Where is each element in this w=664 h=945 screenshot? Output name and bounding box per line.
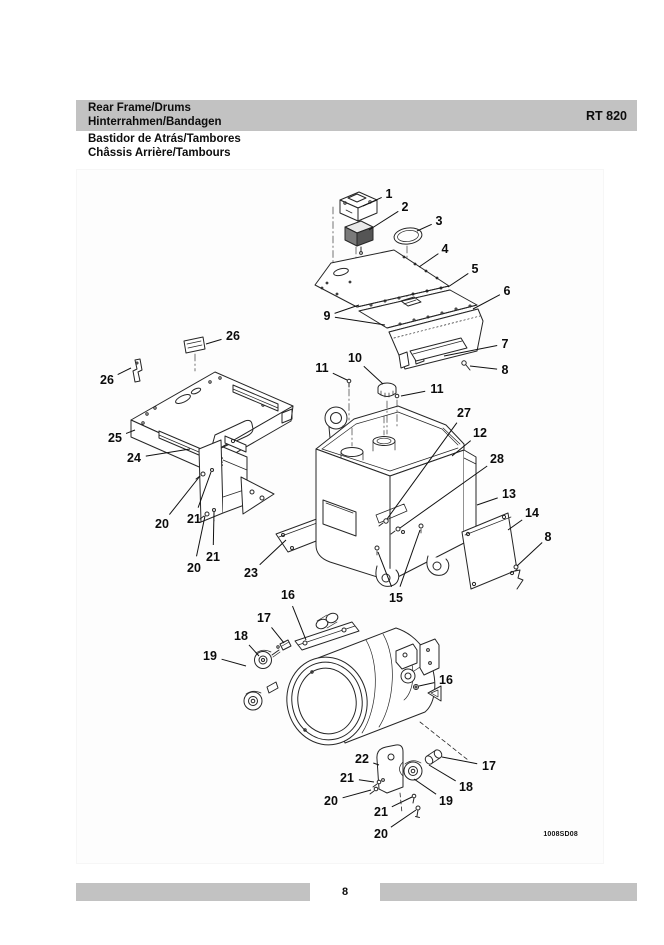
callout-leader-16 — [293, 606, 307, 640]
callout-leader-5 — [448, 273, 468, 287]
callout-label-21: 21 — [187, 512, 201, 526]
callout-leader-3 — [417, 224, 432, 231]
title-english: Rear Frame/Drums — [88, 102, 191, 114]
callout-label-11: 11 — [430, 382, 444, 396]
callout-label-16: 16 — [281, 588, 295, 602]
callout-leader-18 — [429, 765, 456, 781]
drawing-number: 1008SD08 — [543, 831, 578, 838]
callout-leader-20 — [391, 810, 416, 827]
callout-leader-11 — [333, 373, 347, 380]
callout-label-26: 26 — [226, 329, 240, 343]
callout-leader-10 — [364, 366, 383, 384]
callout-leader-13 — [477, 498, 498, 505]
callout-label-3: 3 — [435, 214, 443, 228]
callout-label-18: 18 — [234, 629, 248, 643]
callout-leader-4 — [419, 254, 438, 267]
callout-label-10: 10 — [348, 351, 362, 365]
callout-label-17: 17 — [482, 759, 496, 773]
callout-label-27: 27 — [457, 406, 471, 420]
model-label: RT 820 — [586, 108, 627, 123]
callout-label-16: 16 — [439, 673, 453, 687]
callout-label-2: 2 — [401, 200, 409, 214]
callout-leader-11 — [401, 391, 425, 396]
callout-label-1: 1 — [385, 187, 393, 201]
callout-leader-21 — [392, 797, 412, 807]
callout-label-12: 12 — [473, 426, 487, 440]
callout-label-24: 24 — [127, 451, 141, 465]
callout-label-23: 23 — [244, 566, 258, 580]
callout-leader-17 — [442, 757, 477, 764]
callout-label-8: 8 — [544, 530, 552, 544]
cover-plate-art — [315, 250, 483, 370]
page-number: 8 — [341, 886, 349, 898]
callout-label-20: 20 — [374, 827, 388, 841]
callout-label-28: 28 — [490, 452, 504, 466]
title-german: Hinterrahmen/Bandagen — [88, 115, 222, 128]
callout-leader-20 — [169, 476, 200, 515]
callout-leader-17 — [272, 627, 285, 643]
callout-label-5: 5 — [471, 262, 479, 276]
callout-label-21: 21 — [206, 550, 220, 564]
callout-label-17: 17 — [257, 611, 271, 625]
callout-leader-21 — [213, 512, 214, 545]
callout-leader-19 — [222, 659, 246, 666]
callout-label-20: 20 — [155, 517, 169, 531]
drum-assembly-art — [244, 612, 468, 760]
callout-label-21: 21 — [374, 805, 388, 819]
callout-leader-9 — [335, 305, 359, 313]
callout-leader-6 — [473, 295, 500, 309]
callout-leader-20 — [343, 790, 371, 798]
callout-label-19: 19 — [203, 649, 217, 663]
callout-leader-8 — [517, 543, 542, 567]
callout-label-13: 13 — [502, 487, 516, 501]
callout-label-20: 20 — [324, 794, 338, 808]
callout-label-22: 22 — [355, 752, 369, 766]
callout-label-25: 25 — [108, 431, 122, 445]
title-spanish: Bastidor de Atrás/Tambores — [88, 133, 241, 145]
callout-label-19: 19 — [439, 794, 453, 808]
callout-label-15: 15 — [389, 591, 403, 605]
callout-label-9: 9 — [323, 309, 331, 323]
title-french: Châssis Arrière/Tambours — [88, 146, 231, 159]
callout-label-14: 14 — [525, 506, 539, 520]
footer-bar-right — [380, 883, 637, 901]
rear-frame-art — [316, 379, 523, 589]
callout-leader-19 — [414, 779, 436, 794]
callout-leader-18 — [249, 645, 259, 656]
callout-label-20: 20 — [187, 561, 201, 575]
footer-bar-left — [76, 883, 310, 901]
callout-label-6: 6 — [503, 284, 511, 298]
callout-leader-26 — [206, 339, 222, 344]
callout-leader-8 — [470, 366, 497, 369]
callout-leader-26 — [118, 368, 131, 375]
callout-label-26: 26 — [100, 373, 114, 387]
callout-label-7: 7 — [501, 337, 509, 351]
callout-label-18: 18 — [459, 780, 473, 794]
callout-leader-23 — [260, 540, 286, 565]
callout-label-8: 8 — [501, 363, 509, 377]
callout-leader-21 — [359, 780, 374, 782]
callout-label-21: 21 — [340, 771, 354, 785]
callout-label-4: 4 — [441, 242, 449, 256]
callout-label-11: 11 — [315, 361, 329, 375]
